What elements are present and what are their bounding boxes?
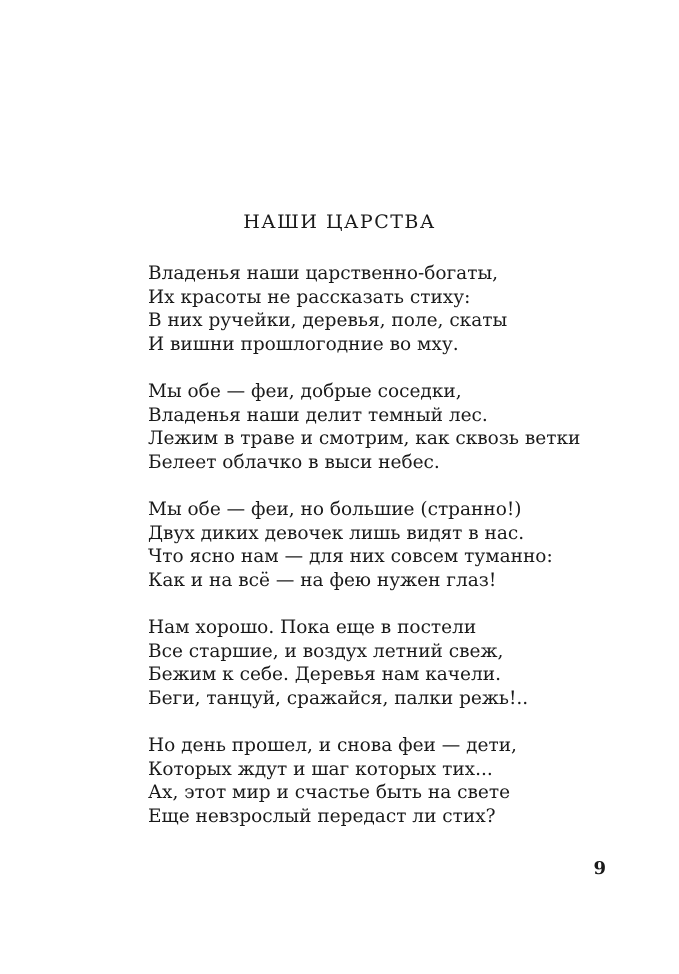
poem-line: Владенья наши царственно-богаты, (148, 263, 499, 284)
stanza (148, 498, 628, 592)
poem-line: Мы обе — феи, добрые соседки, (148, 381, 462, 402)
poem-line: Которых ждут и шаг которых тих... (148, 758, 493, 780)
poem-line: И вишни прошлогодние во мху. (148, 333, 459, 355)
poem-line: Владенья наши делит темный лес. (148, 404, 488, 426)
stanza (148, 262, 628, 356)
poem-line: Нам хорошо. Пока еще в постели (148, 617, 477, 638)
poem-line: Мы обе — феи, но большие (странно!) (148, 499, 522, 520)
stanza (148, 616, 628, 710)
poem-line: Все старшие, и воздух летний свеж, (148, 640, 504, 662)
stanza (148, 380, 628, 474)
poem-title: НАШИ ЦАРСТВА (243, 211, 436, 233)
poem-line: Ах, этот мир и счастье быть на свете (148, 782, 511, 803)
poem-line: Но день прошел, и снова феи — дети, (148, 735, 517, 756)
poem-line: Еще невзрослый передаст ли стих? (148, 805, 496, 827)
poem-line: Бежим к себе. Деревья нам качели. (148, 664, 501, 685)
poem-line: Как и на всё — на фею нужен глаз! (148, 569, 497, 591)
stanza (148, 734, 628, 828)
poem-line: Лежим в траве и смотрим, как сквозь ветки (148, 428, 581, 449)
poem-body (148, 262, 628, 852)
poem-line: Двух диких девочек лишь видят в нас. (148, 522, 525, 544)
poem-line: Белеет облачко в выси небес. (148, 451, 440, 473)
poem-line: В них ручейки, деревья, поле, скаты (148, 310, 508, 331)
page-number: 9 (593, 858, 606, 879)
poem-line: Их красоты не рассказать стиху: (148, 286, 471, 308)
poem-line: Беги, танцуй, сражайся, палки режь!.. (148, 687, 529, 709)
poem-line: Что ясно нам — для них совсем туманно: (148, 546, 553, 567)
